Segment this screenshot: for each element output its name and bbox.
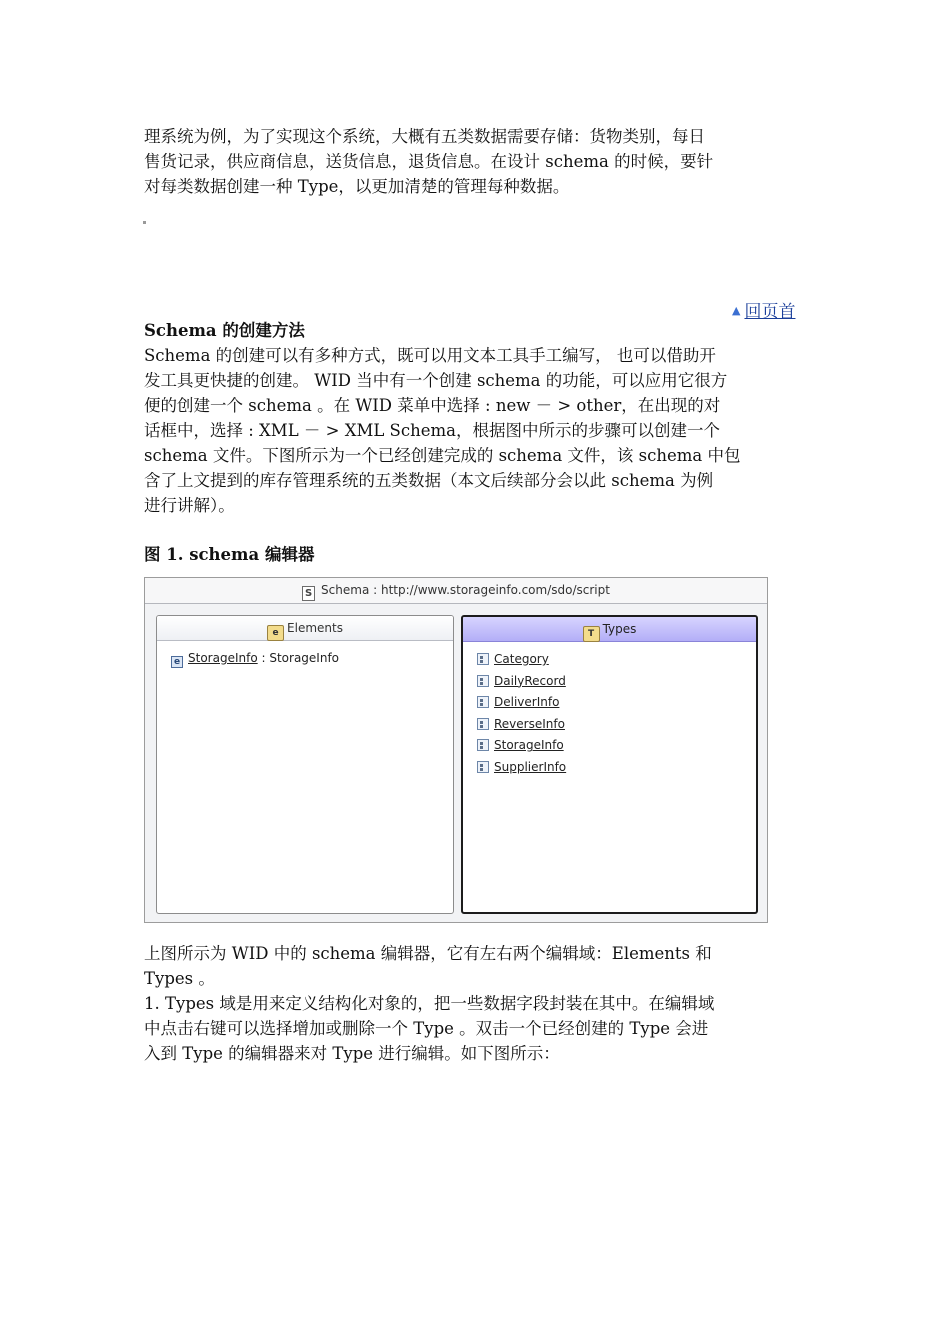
text-line: 便的创建一个 schema 。在 WID 菜单中选择 : new － > other，在出现的对 bbox=[144, 396, 721, 415]
types-list bbox=[463, 642, 756, 780]
after-paragraph bbox=[144, 941, 814, 1066]
element-item[interactable] bbox=[171, 649, 453, 671]
type-name[interactable]: StorageInfo bbox=[494, 738, 564, 753]
complex-type-icon bbox=[477, 675, 489, 687]
types-folder-icon: T bbox=[583, 626, 600, 642]
types-pane-title: Types bbox=[602, 622, 637, 636]
text-line: 入到 Type 的编辑器来对 Type 进行编辑。如下图所示： bbox=[144, 1044, 560, 1063]
schema-editor bbox=[144, 577, 768, 923]
complex-type-icon bbox=[477, 718, 489, 730]
type-item-storageinfo[interactable] bbox=[477, 736, 756, 758]
elements-pane[interactable] bbox=[156, 615, 454, 914]
type-item-category[interactable] bbox=[477, 650, 756, 672]
element-icon: e bbox=[171, 656, 183, 668]
text-line: 售货记录，供应商信息，送货信息，退货信息。在设计 schema 的时候，要针 bbox=[144, 152, 714, 171]
elements-pane-header bbox=[157, 616, 453, 641]
element-name[interactable]: StorageInfo bbox=[188, 651, 258, 665]
intro-paragraph bbox=[144, 124, 814, 199]
text-line: 中点击右键可以选择增加或删除一个 Type 。双击一个已经创建的 Type 会进 bbox=[144, 1019, 709, 1038]
type-name[interactable]: SupplierInfo bbox=[494, 759, 567, 774]
complex-type-icon bbox=[477, 739, 489, 751]
up-arrow-icon: ▲ bbox=[732, 304, 741, 317]
text-line: schema 文件。下图所示为一个已经创建完成的 schema 文件，该 schema 中包 bbox=[144, 446, 741, 465]
section-paragraph bbox=[144, 343, 814, 518]
back-to-top-link[interactable] bbox=[732, 297, 795, 322]
types-pane-header bbox=[463, 617, 756, 642]
text-line: 对每类数据创建一种 Type，以更加清楚的管理每种数据。 bbox=[144, 177, 570, 196]
schema-icon: S bbox=[302, 586, 315, 601]
type-item-dailyrecord[interactable] bbox=[477, 672, 756, 694]
complex-type-icon bbox=[477, 761, 489, 773]
type-name[interactable]: Category bbox=[494, 652, 549, 666]
editor-title-bar bbox=[145, 578, 767, 604]
type-item-reverseinfo[interactable] bbox=[477, 715, 756, 737]
text-line: 1. Types 域是用来定义结构化对象的，把一些数据字段封装在其中。在编辑域 bbox=[144, 994, 715, 1013]
element-type: : StorageInfo bbox=[257, 651, 340, 665]
type-name[interactable]: DailyRecord bbox=[494, 673, 566, 688]
text-line: Types 。 bbox=[144, 969, 215, 988]
section-heading: Schema 的创建方法 bbox=[144, 321, 305, 340]
complex-type-icon bbox=[477, 696, 489, 708]
complex-type-icon bbox=[477, 653, 489, 665]
editor-title: Schema : http://www.storageinfo.com/sdo/script bbox=[321, 583, 610, 597]
text-line: 进行讲解）。 bbox=[144, 496, 235, 515]
type-name[interactable]: ReverseInfo bbox=[494, 716, 565, 731]
text-line: 发工具更快捷的创建。 WID 当中有一个创建 schema 的功能，可以应用它很方 bbox=[144, 371, 728, 390]
text-line: 上图所示为 WID 中的 schema 编辑器，它有左右两个编辑域：Elements 和 bbox=[144, 944, 712, 963]
types-pane[interactable] bbox=[461, 615, 758, 914]
elements-folder-icon: e bbox=[267, 625, 284, 641]
stray-dot bbox=[143, 221, 146, 224]
type-name[interactable]: DeliverInfo bbox=[494, 695, 560, 710]
elements-list bbox=[157, 641, 453, 671]
back-to-top-label: 回页首 bbox=[744, 302, 796, 322]
type-item-supplierinfo[interactable] bbox=[477, 758, 756, 780]
elements-pane-title: Elements bbox=[287, 621, 343, 635]
text-line: 含了上文提到的库存管理系统的五类数据（本文后续部分会以此 schema 为例 bbox=[144, 471, 714, 490]
text-line: 话框中，选择 : XML － > XML Schema，根据图中所示的步骤可以创建一个 bbox=[144, 421, 720, 440]
figure-caption: 图 1. schema 编辑器 bbox=[144, 545, 315, 564]
text-line: Schema 的创建可以有多种方式，既可以用文本工具手工编写， 也可以借助开 bbox=[144, 346, 716, 365]
type-item-deliverinfo[interactable] bbox=[477, 693, 756, 715]
text-line: 理系统为例，为了实现这个系统，大概有五类数据需要存储：货物类别，每日 bbox=[144, 127, 705, 146]
